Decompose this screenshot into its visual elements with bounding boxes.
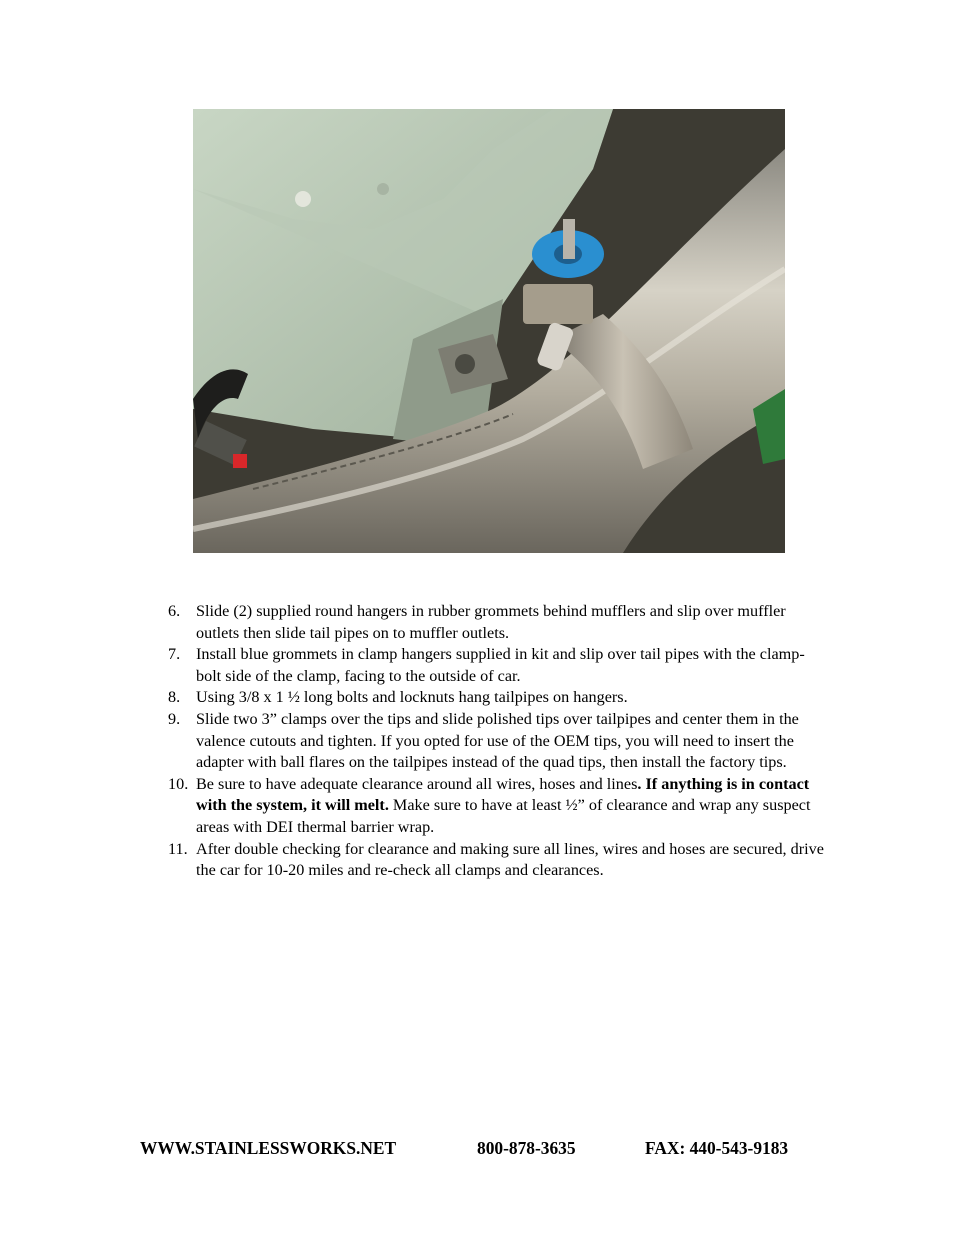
website-link[interactable]: WWW.STAINLESSWORKS.NET	[140, 1138, 397, 1158]
list-item	[168, 601, 828, 644]
step-number: 7.	[168, 645, 181, 664]
list-item	[168, 839, 828, 882]
installation-photo	[193, 109, 785, 553]
instruction-steps	[168, 601, 828, 882]
step-text-continued: Make sure to have at least ½” of clearance and wrap any suspect areas with DEI thermal barrier wrap.	[196, 796, 811, 836]
step-number: 9.	[168, 709, 181, 728]
step-number: 8.	[168, 688, 181, 707]
step-number: 11.	[168, 839, 188, 858]
step-number: 6.	[168, 602, 181, 620]
step-text: Slide (2) supplied round hangers in rubber grommets behind mufflers and slip over muffler outlets then slide tail pipes on to muffler outlets.	[196, 602, 786, 642]
list-item	[168, 687, 828, 709]
list-item	[168, 709, 828, 774]
step-text: Be sure to have adequate clearance around all wires, hoses and lines	[196, 774, 638, 793]
fax-number: FAX: 440-543-9183	[645, 1138, 789, 1158]
tailpipe-photo-illustration	[193, 109, 785, 553]
step-text: Using 3/8 x 1 ½ long bolts and locknuts hang tailpipes on hangers.	[196, 688, 628, 707]
warning-text: . If anything is in contact with the system, it will melt.	[196, 774, 810, 815]
list-item	[168, 644, 828, 687]
phone-number: 800-878-3635	[477, 1138, 576, 1158]
step-text: After double checking for clearance and making sure all lines, wires and hoses are secured, drive the car for 10-20 miles and re-check all clamps and clearances.	[196, 839, 824, 880]
step-number: 10.	[168, 774, 189, 793]
step-text: Slide two 3” clamps over the tips and slide polished tips over tailpipes and center them in the valence cutouts and tighten. If you opted for use of the OEM tips, you will need to insert the adapter with ball flares on the tailpipes instead of the quad tips, then install the factory tips.	[196, 709, 799, 772]
list-item	[168, 774, 828, 839]
step-text: Install blue grommets in clamp hangers supplied in kit and slip over tail pipes with the clamp-bolt side of the clamp, facing to the outside of car.	[196, 645, 805, 685]
